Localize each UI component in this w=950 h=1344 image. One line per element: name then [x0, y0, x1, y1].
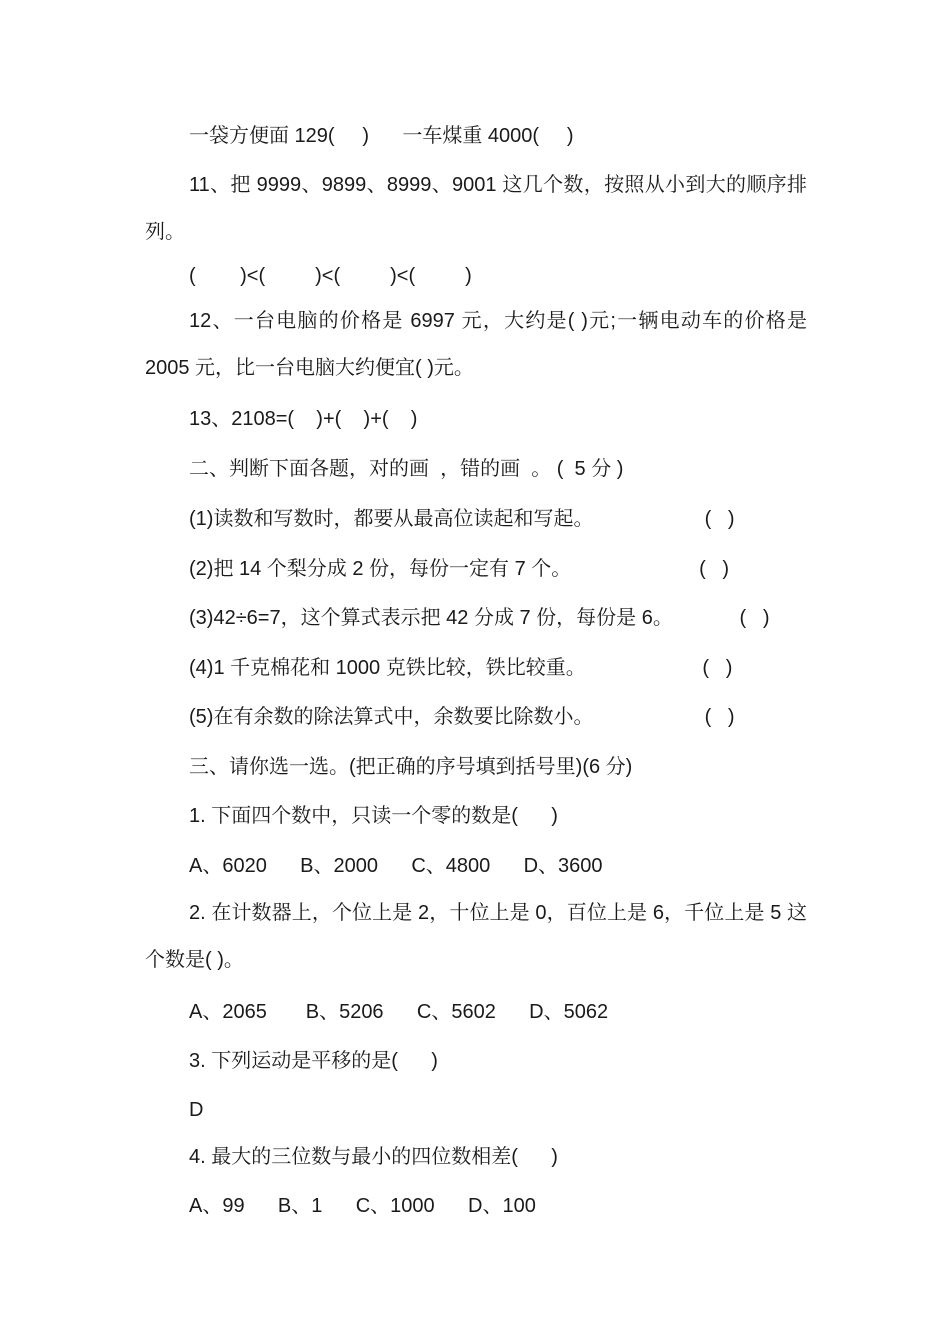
choice-question-2-options: A、2065 B、5206 C、5602 D、5062 [189, 1001, 609, 1023]
question-11: 11、把 9999、9899、8999、9001 这几个数，按照从小到大的顺序排列。 [145, 174, 807, 243]
judge-item-5: (5)在有余数的除法算式中，余数要比除数小。 ( ) [189, 706, 735, 728]
line-noodles-coal: 一袋方便面 129( ) 一车煤重 4000( ) [189, 125, 574, 147]
section-2-heading: 二、判断下面各题，对的画 ，错的画 。 ( 5 分 ) [189, 458, 624, 480]
judge-item-4: (4)1 千克棉花和 1000 克铁比较，铁比较重。 ( ) [189, 657, 733, 679]
choice-question-1: 1. 下面四个数中，只读一个零的数是( ) [189, 805, 558, 827]
section-3-heading: 三、请你选一选。(把正确的序号填到括号里)(6 分) [189, 756, 633, 778]
choice-question-3: 3. 下列运动是平移的是( ) [189, 1050, 438, 1072]
question-12: 12、一台电脑的价格是 6997 元，大约是( )元;一辆电动车的价格是 2005 元，比一台电脑大约便宜( )元。 [145, 310, 807, 379]
judge-item-2: (2)把 14 个梨分成 2 份，每份一定有 7 个。 ( ) [189, 558, 730, 580]
judge-item-3: (3)42÷6=7，这个算式表示把 42 分成 7 份，每份是 6。 ( ) [189, 607, 770, 629]
choice-question-4: 4. 最大的三位数与最小的四位数相差( ) [189, 1146, 558, 1168]
judge-item-1: (1)读数和写数时，都要从最高位读起和写起。 ( ) [189, 508, 735, 530]
question-11-blanks: ( )<( )<( )<( ) [189, 265, 472, 287]
choice-question-4-options: A、99 B、1 C、1000 D、100 [189, 1195, 536, 1217]
question-13: 13、2108=( )+( )+( ) [189, 408, 418, 430]
choice-question-2: 2. 在计数器上，个位上是 2，十位上是 0，百位上是 6，千位上是 5 这个数是( )。 [145, 902, 807, 971]
choice-question-1-options: A、6020 B、2000 C、4800 D、3600 [189, 855, 603, 877]
choice-question-3-options: D [189, 1099, 204, 1121]
